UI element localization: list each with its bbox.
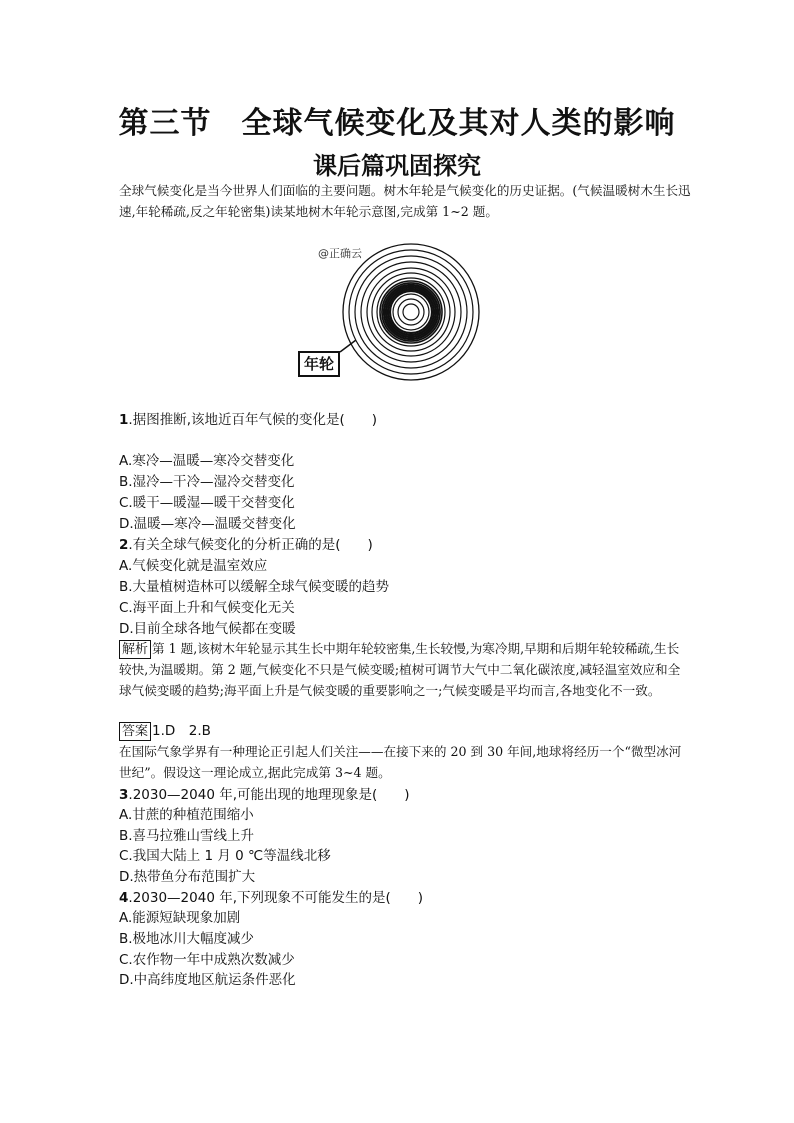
q1-option-d: D.温暖—寒冷—温暖交替变化 — [119, 516, 296, 532]
q2-option-b: B.大量植树造林可以缓解全球气候变暖的趋势 — [119, 579, 390, 595]
q3-option-b: B.喜马拉雅山雪线上升 — [119, 828, 255, 844]
analysis-block — [119, 638, 691, 701]
q3-option-c: C.我国大陆上 1 月 0 ℃等温线北移 — [119, 848, 331, 864]
section-title — [0, 98, 794, 142]
q4-option-b: B.极地冰川大幅度减少 — [119, 931, 255, 947]
q2-option-c: C.海平面上升和气候变化无关 — [119, 600, 295, 616]
intro-paragraph-2: 在国际气象学界有一种理论正引起人们关注——在接下来的 20 到 30 年间,地球将经历一个“微型冰河世纪”。假设这一理论成立,据此完成第 3~4 题。 — [119, 744, 682, 780]
tree-rings — [343, 244, 479, 380]
watermark: @正确云 — [318, 247, 362, 260]
question-3: 3.2030—2040 年,可能出现的地理现象是( ) — [119, 787, 410, 803]
q4-option-d: D.中高纬度地区航运条件恶化 — [119, 972, 296, 988]
q3-option-a: A.甘蔗的种植范围缩小 — [119, 807, 254, 823]
answer-line — [119, 721, 211, 741]
question-2: 2.有关全球气候变化的分析正确的是( ) — [119, 537, 373, 553]
tree-ring — [361, 262, 461, 362]
q1-option-a: A.寒冷—温暖—寒冷交替变化 — [119, 453, 295, 469]
tree-ring — [390, 291, 432, 333]
tree-ring — [384, 285, 438, 339]
answer-tag: 答案 — [119, 722, 151, 741]
q2-option-a: A.气候变化就是温室效应 — [119, 558, 268, 574]
tree-ring — [403, 304, 419, 320]
page-subtitle: 课后篇巩固探究 — [313, 151, 481, 180]
q1-option-b: B.湿冷—干冷—湿冷交替变化 — [119, 474, 295, 490]
tree-ring — [343, 244, 479, 380]
q2-option-d: D.目前全球各地气候都在变暖 — [119, 621, 296, 637]
question-4: 4.2030—2040 年,下列现象不可能发生的是( ) — [119, 890, 424, 906]
tree-ring-label: 年轮 — [298, 351, 340, 377]
q1-option-c: C.暖干—暖湿—暖干交替变化 — [119, 495, 295, 511]
tree-ring — [398, 299, 424, 325]
label-pointer — [340, 340, 356, 352]
analysis-text: 第 1 题,该树木年轮显示其生长中期年轮较密集,生长较慢,为寒冷期,早期和后期年轮较稀疏,生长较快,为温暖期。第 2 题,气候变化不只是气候变暖;植树可调节大气中二氧化碳浓度,减轻温室效应和全球气候变暖的趋势;海平面上升是气候变暖的重要影响之一;气候变暖是平均而言,各地变化不一致。 — [119, 641, 681, 698]
section-number: 第三节 — [118, 106, 212, 141]
q4-option-c: C.农作物一年中成熟次数减少 — [119, 952, 295, 968]
intro-paragraph: 全球气候变化是当今世界人们面临的主要问题。树木年轮是气候变化的历史证据。(气候温暖树木生长迅速,年轮稀疏,反之年轮密集)读某地树木年轮示意图,完成第 1~2 题。 — [119, 183, 691, 219]
tree-ring — [388, 289, 434, 335]
tree-ring — [349, 250, 473, 374]
q3-option-d: D.热带鱼分布范围扩大 — [119, 869, 256, 885]
answer-text: 1.D 2.B — [152, 723, 211, 739]
section-topic: 全球气候变化及其对人类的影响 — [241, 106, 676, 141]
analysis-tag: 解析 — [119, 640, 151, 659]
q4-option-a: A.能源短缺现象加剧 — [119, 910, 241, 926]
question-1: 1.据图推断,该地近百年气候的变化是( ) — [119, 412, 378, 428]
